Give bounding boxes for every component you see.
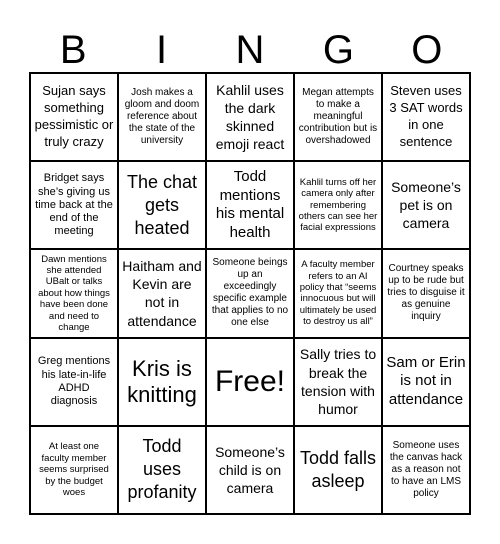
bingo-cell[interactable] [382,161,470,249]
header-letter-o: O [411,28,443,72]
cell-text: Courtney speaks up to be rude but tries to disguise it as genuine inquiry [387,263,465,323]
bingo-cell[interactable] [382,426,470,514]
cell-text: Todd mentions his mental health [215,167,285,242]
bingo-cell[interactable] [30,426,118,514]
cell-text: Kahlil turns off her camera only after remembering others can see her facial expressions [298,176,378,234]
bingo-cell[interactable] [30,161,118,249]
cell-text: Someone beings up an exceedingly specific example that applies to no one else [211,257,289,329]
bingo-cell[interactable] [382,73,470,161]
bingo-cell[interactable] [294,249,382,337]
cell-text: Dawn mentions she attended UBalt or talks about how things have been done and need to change [38,253,110,333]
free-space-text: Free! [214,365,286,399]
bingo-cell[interactable] [118,161,206,249]
cell-text: Sujan says something pessimistic or truly crazy [34,83,114,149]
bingo-cell[interactable] [206,426,294,514]
header-letter-g: G [322,28,354,72]
bingo-cell[interactable] [206,161,294,249]
bingo-cell[interactable] [382,249,470,337]
cell-text: Sam or Erin is not in attendance [386,353,466,409]
cell-text: Someone’s child is on camera [215,443,285,496]
bingo-cell[interactable] [118,426,206,514]
cell-text: A faculty member refers to an AI policy that “seems innocuous but will ultimately be used to destroy us all” [299,259,377,328]
bingo-cell[interactable] [30,249,118,337]
bingo-cell[interactable] [30,338,118,426]
cell-text: Greg mentions his late-in-life ADHD diagnosis [37,355,111,407]
header-letter-n: N [235,28,265,72]
cell-text: At least one faculty member seems surprised by the budget woes [39,441,109,498]
bingo-cell[interactable] [294,426,382,514]
bingo-cell[interactable] [30,73,118,161]
bingo-cell[interactable] [294,161,382,249]
cell-text: Someone uses the canvas hack as a reason not to have an LMS policy [389,439,463,499]
free-space-cell[interactable] [206,338,294,426]
bingo-cell[interactable] [118,73,206,161]
cell-text: Kahlil uses the dark skinned emoji react [215,81,285,153]
cell-text: Sally tries to break the tension with humor [299,346,377,417]
cell-text: The chat gets heated [126,171,198,238]
cell-text: Todd uses profanity [127,436,197,503]
bingo-cell[interactable] [206,73,294,161]
bingo-header [29,28,471,72]
bingo-cell[interactable] [382,338,470,426]
cell-text: Bridget says she’s giving us time back at the end of the meeting [35,172,113,238]
bingo-cell[interactable] [294,73,382,161]
bingo-cell[interactable] [118,249,206,337]
bingo-cell[interactable] [294,338,382,426]
cell-text: Haitham and Kevin are not in attendance [122,258,202,329]
header-letter-i: I [156,28,168,72]
cell-text: Todd falls asleep [299,447,377,491]
cell-text: Kris is knitting [127,356,197,407]
cell-text: Megan attempts to make a meaningful contribution but is overshadowed [298,87,378,147]
cell-text: Steven uses 3 SAT words in one sentence [389,83,463,149]
bingo-cell[interactable] [118,338,206,426]
cell-text: Josh makes a gloom and doom reference about the state of the university [124,87,200,147]
bingo-card [29,72,471,515]
bingo-cell[interactable] [206,249,294,337]
cell-text: Someone’s pet is on camera [391,179,461,232]
header-letter-b: B [59,28,87,72]
